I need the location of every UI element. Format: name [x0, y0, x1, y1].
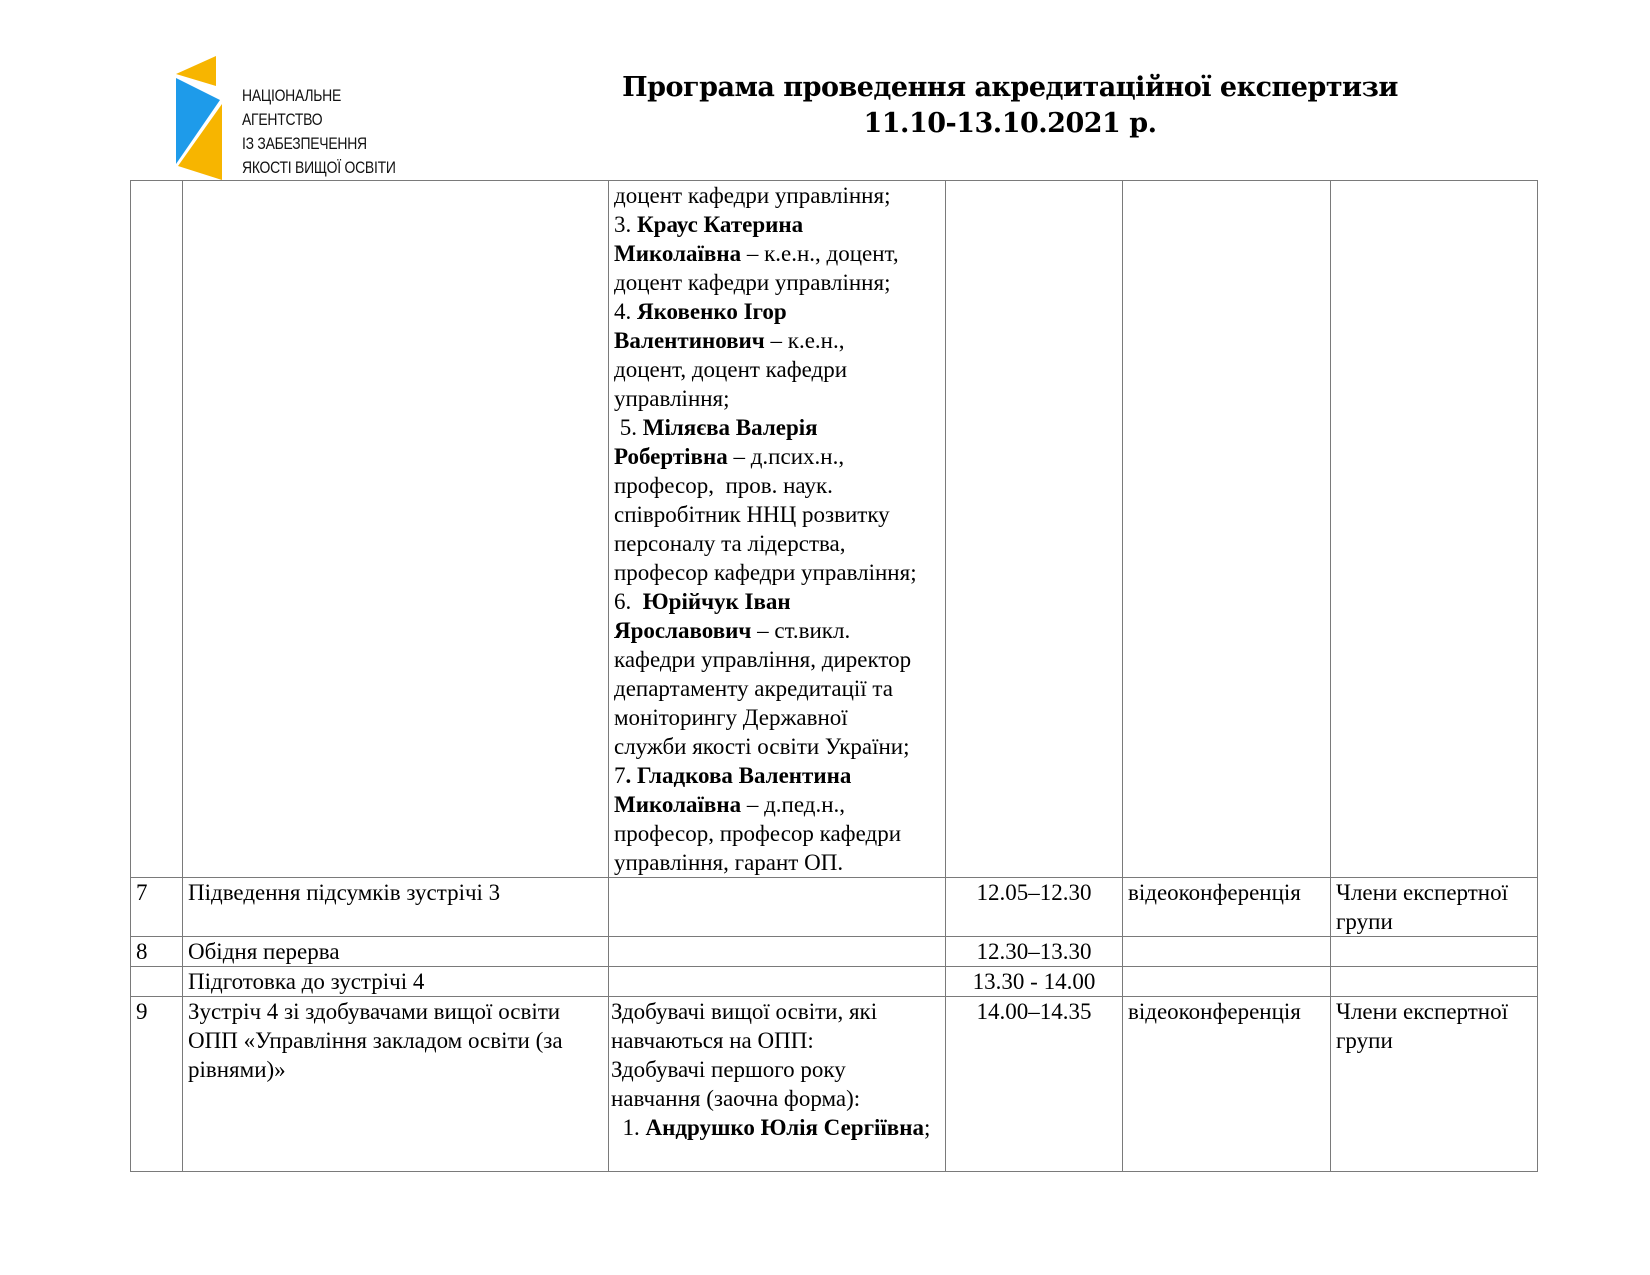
- logo-line: ІЗ ЗАБЕЗПЕЧЕННЯ: [242, 134, 367, 153]
- participant-line: [614, 413, 940, 442]
- participants-group: Здобувачі першого року навчання (заочна форма):: [611, 1057, 861, 1111]
- participant-text: 7: [614, 763, 626, 788]
- table-row: [131, 937, 1538, 967]
- cell-event: Обідня перерва: [183, 937, 609, 967]
- participant-name: Юрійчук Іван: [642, 589, 791, 614]
- cell-responsible: Члени експертної групи: [1331, 878, 1538, 937]
- cell-time: 14.00–14.35: [946, 997, 1123, 1172]
- cell-responsible: [1331, 967, 1538, 997]
- participant-text: – к.е.н.,: [764, 328, 845, 353]
- agency-logo: [174, 56, 404, 180]
- participant-text: 4.: [614, 299, 637, 324]
- title-line: Програма проведення акредитаційної експертизи: [622, 72, 1398, 103]
- participant-line: [614, 761, 940, 790]
- cell-participants: [609, 181, 946, 878]
- cell-responsible: Члени експертної групи: [1331, 997, 1538, 1172]
- participant-line: [614, 500, 940, 529]
- logo-line: ЯКОСТІ ВИЩОЇ ОСВІТИ: [242, 158, 396, 177]
- cell-format: [1123, 181, 1331, 878]
- participant-name: Валентинович: [614, 328, 765, 353]
- cell-format: [1123, 937, 1331, 967]
- cell-participants: [609, 878, 946, 937]
- participant-name: Ярославович: [614, 618, 752, 643]
- participant-name: Краус Катерина: [637, 212, 804, 237]
- participant-line: [614, 239, 940, 268]
- page-title: [560, 70, 1460, 142]
- participant-line: [614, 471, 940, 500]
- logo-line: АГЕНТСТВО: [242, 110, 323, 129]
- naqa-logo-icon: [174, 56, 236, 180]
- participant-line: [614, 819, 940, 848]
- participant-text: 3.: [614, 212, 637, 237]
- participant-line: [614, 732, 940, 761]
- cell-time: 13.30 - 14.00: [946, 967, 1123, 997]
- participant-name: Яковенко Ігор: [637, 299, 787, 324]
- cell-responsible: [1331, 937, 1538, 967]
- participant-line: [614, 587, 940, 616]
- participant-line: [614, 848, 940, 877]
- cell-participants: [609, 937, 946, 967]
- participants-intro: Здобувачі вищої освіти, які навчаються на ОПП:: [611, 999, 878, 1053]
- cell-event: [183, 181, 609, 878]
- participant-number: 1.: [611, 1115, 646, 1140]
- cell-format: відеоконференція: [1123, 997, 1331, 1172]
- table-row: [131, 997, 1538, 1172]
- cell-format: відеоконференція: [1123, 878, 1331, 937]
- participant-line: [614, 790, 940, 819]
- cell-num: 7: [131, 878, 183, 937]
- participant-line: [614, 355, 940, 384]
- participant-name: Миколаївна: [614, 241, 742, 266]
- participant-name: Робертівна: [614, 444, 728, 469]
- participant-text: доцент, доцент кафедри: [614, 357, 848, 382]
- cell-participants: [609, 997, 946, 1172]
- participant-line: [614, 181, 940, 210]
- participant-text: – ст.викл.: [751, 618, 851, 643]
- participant-line: [614, 442, 940, 471]
- logo-text: [242, 84, 396, 180]
- table-row: [131, 967, 1538, 997]
- cell-num: [131, 181, 183, 878]
- cell-time: 12.05–12.30: [946, 878, 1123, 937]
- participant-line: [614, 384, 940, 413]
- participant-text: – д.псих.н.,: [727, 444, 845, 469]
- cell-time: 12.30–13.30: [946, 937, 1123, 967]
- cell-num: 8: [131, 937, 183, 967]
- cell-num: [131, 967, 183, 997]
- participant-suffix: ;: [923, 1115, 931, 1140]
- participant-name: Андрушко Юлія Сергіївна: [645, 1115, 924, 1140]
- participant-line: [614, 558, 940, 587]
- logo-line: НАЦІОНАЛЬНЕ: [242, 86, 342, 105]
- participant-text: професор кафедри управління;: [614, 560, 917, 585]
- cell-event: Підведення підсумків зустрічі 3: [183, 878, 609, 937]
- cell-responsible: [1331, 181, 1538, 878]
- participant-line: [614, 210, 940, 239]
- participant-line: [614, 297, 940, 326]
- participant-text: співробітник ННЦ розвитку: [614, 502, 890, 527]
- participant-line: [614, 326, 940, 355]
- cell-participants: [609, 967, 946, 997]
- participant-name: Міляєва Валерія: [642, 415, 818, 440]
- participant-line: [614, 674, 940, 703]
- cell-event: Підготовка до зустрічі 4: [183, 967, 609, 997]
- participant-text: моніторингу Державної: [614, 705, 848, 730]
- participant-line: [614, 616, 940, 645]
- participant-text: професор, професор кафедри: [614, 821, 902, 846]
- participant-line: [614, 645, 940, 674]
- cell-time: [946, 181, 1123, 878]
- participant-text: доцент кафедри управління;: [614, 183, 891, 208]
- participant-line: [614, 529, 940, 558]
- participant-text: управління;: [614, 386, 730, 411]
- participant-text: доцент кафедри управління;: [614, 270, 891, 295]
- participant-text: – д.пед.н.,: [741, 792, 846, 817]
- participant-text: професор, пров. наук.: [614, 473, 833, 498]
- cell-num: 9: [131, 997, 183, 1172]
- participant-text: управління, гарант ОП.: [614, 850, 844, 875]
- table-row: [131, 181, 1538, 878]
- participant-name: Миколаївна: [614, 792, 742, 817]
- participant-text: кафедри управління, директор: [614, 647, 912, 672]
- participant-line: [614, 703, 940, 732]
- cell-format: [1123, 967, 1331, 997]
- participant-line: [614, 268, 940, 297]
- title-dates: 11.10-13.10.2021 р.: [863, 108, 1157, 139]
- participant-text: департаменту акредитації та: [614, 676, 893, 701]
- table-row: [131, 878, 1538, 937]
- participant-text: персоналу та лідерства,: [614, 531, 846, 556]
- participant-text: 5.: [614, 415, 643, 440]
- participant-text: 6.: [614, 589, 643, 614]
- schedule-table: [130, 180, 1538, 1172]
- cell-event: Зустріч 4 зі здобувачами вищої освіти ОПП «Управління закладом освіти (за рівнями)»: [183, 997, 609, 1172]
- participant-text: служби якості освіти України;: [614, 734, 910, 759]
- participant-name: . Гладкова Валентина: [625, 763, 852, 788]
- participant-text: – к.е.н., доцент,: [741, 241, 899, 266]
